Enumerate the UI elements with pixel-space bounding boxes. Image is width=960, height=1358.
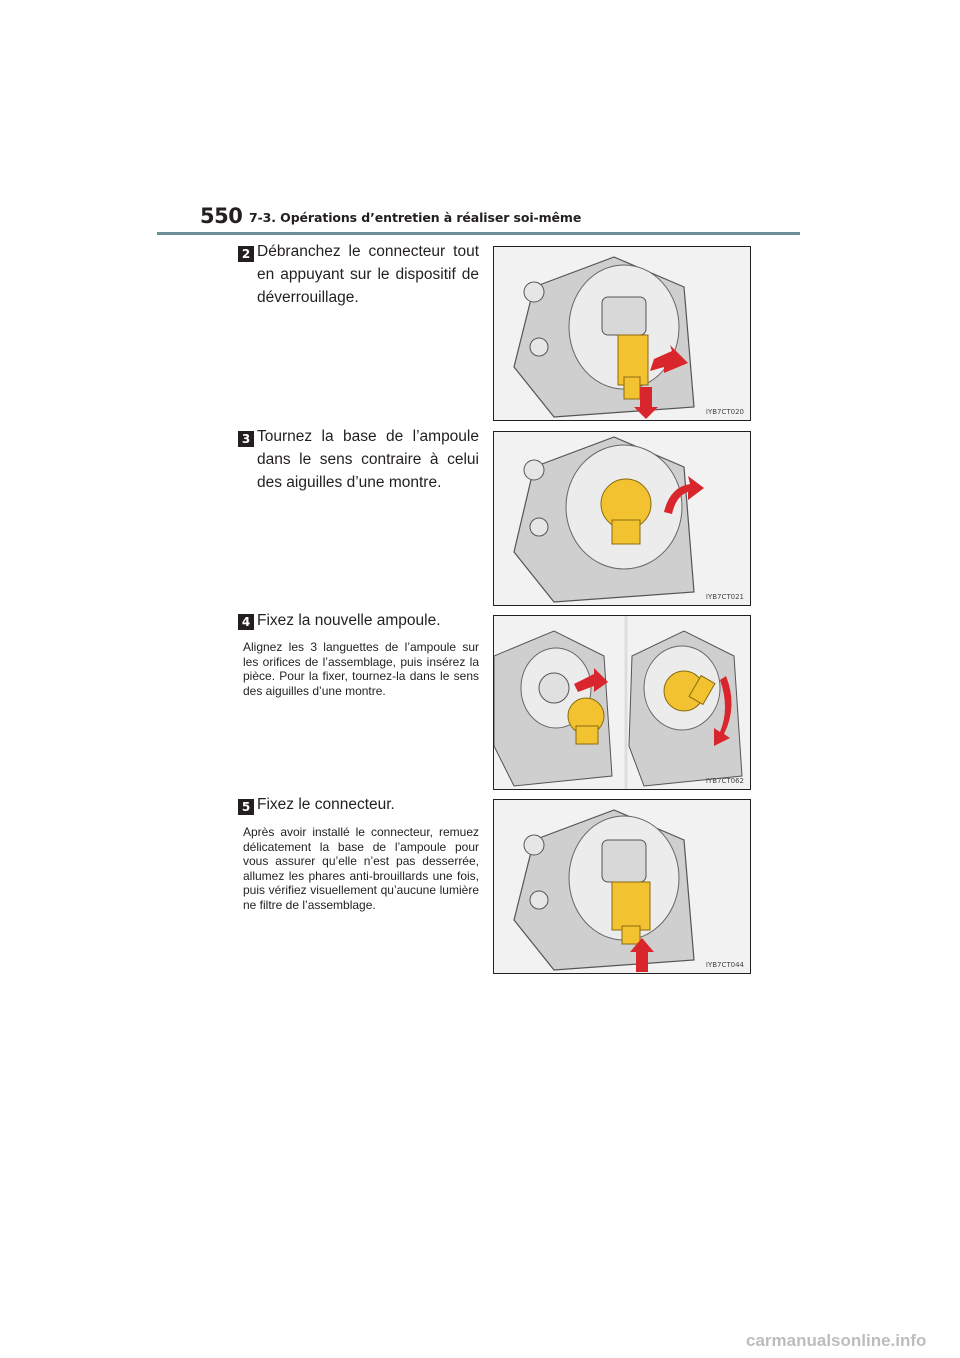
header-rule (157, 232, 800, 235)
headlamp-rotate-illustration (494, 432, 750, 605)
step-number-3: 3 (238, 431, 254, 447)
figure-code: IYB7CT062 (705, 777, 744, 785)
figure-code: IYB7CT044 (705, 961, 744, 969)
step-number-4: 4 (238, 614, 254, 630)
step-5-note: Après avoir installé le connecteur, remuez délicatement la base de l’ampoule pour vous assurer qu’elle n’est pas desserrée, allumez les phares anti-brouillards une fois, puis vérifiez visuellement qu’aucune lumière ne filtre de l’assemblage. (243, 825, 479, 912)
step-4-text: Fixez la nouvelle ampoule. (257, 612, 441, 629)
step-4-note: Alignez les 3 languettes de l’ampoule sur les orifices de l’assemblage, puis insérez la pièce. Pour la fixer, tournez-la dans le sens des aiguilles d’une montre. (243, 640, 479, 698)
figure-step-5 (493, 799, 751, 974)
connector-install-illustration (494, 800, 750, 973)
section-title: 7-3. Opérations d’entretien à réaliser soi-même (249, 210, 582, 225)
figure-step-3 (493, 431, 751, 606)
step-number-5: 5 (238, 799, 254, 815)
headlamp-disconnect-illustration (494, 247, 750, 420)
step-5-text: Fixez le connecteur. (257, 796, 395, 813)
step-2-text: Débranchez le connecteur tout en appuyant sur le dispositif de déverrouillage. (257, 243, 479, 306)
footer-watermark: carmanualsonline.info (746, 1331, 927, 1350)
figure-code: IYB7CT020 (705, 408, 744, 416)
bulb-install-illustration (494, 616, 750, 789)
figure-step-2 (493, 246, 751, 421)
figure-step-4 (493, 615, 751, 790)
figure-code: IYB7CT021 (705, 593, 744, 601)
step-3-text: Tournez la base de l’ampoule dans le sens contraire à celui des aiguilles d’une montre. (257, 428, 479, 491)
step-number-2: 2 (238, 246, 254, 262)
page-number: 550 (200, 204, 243, 228)
